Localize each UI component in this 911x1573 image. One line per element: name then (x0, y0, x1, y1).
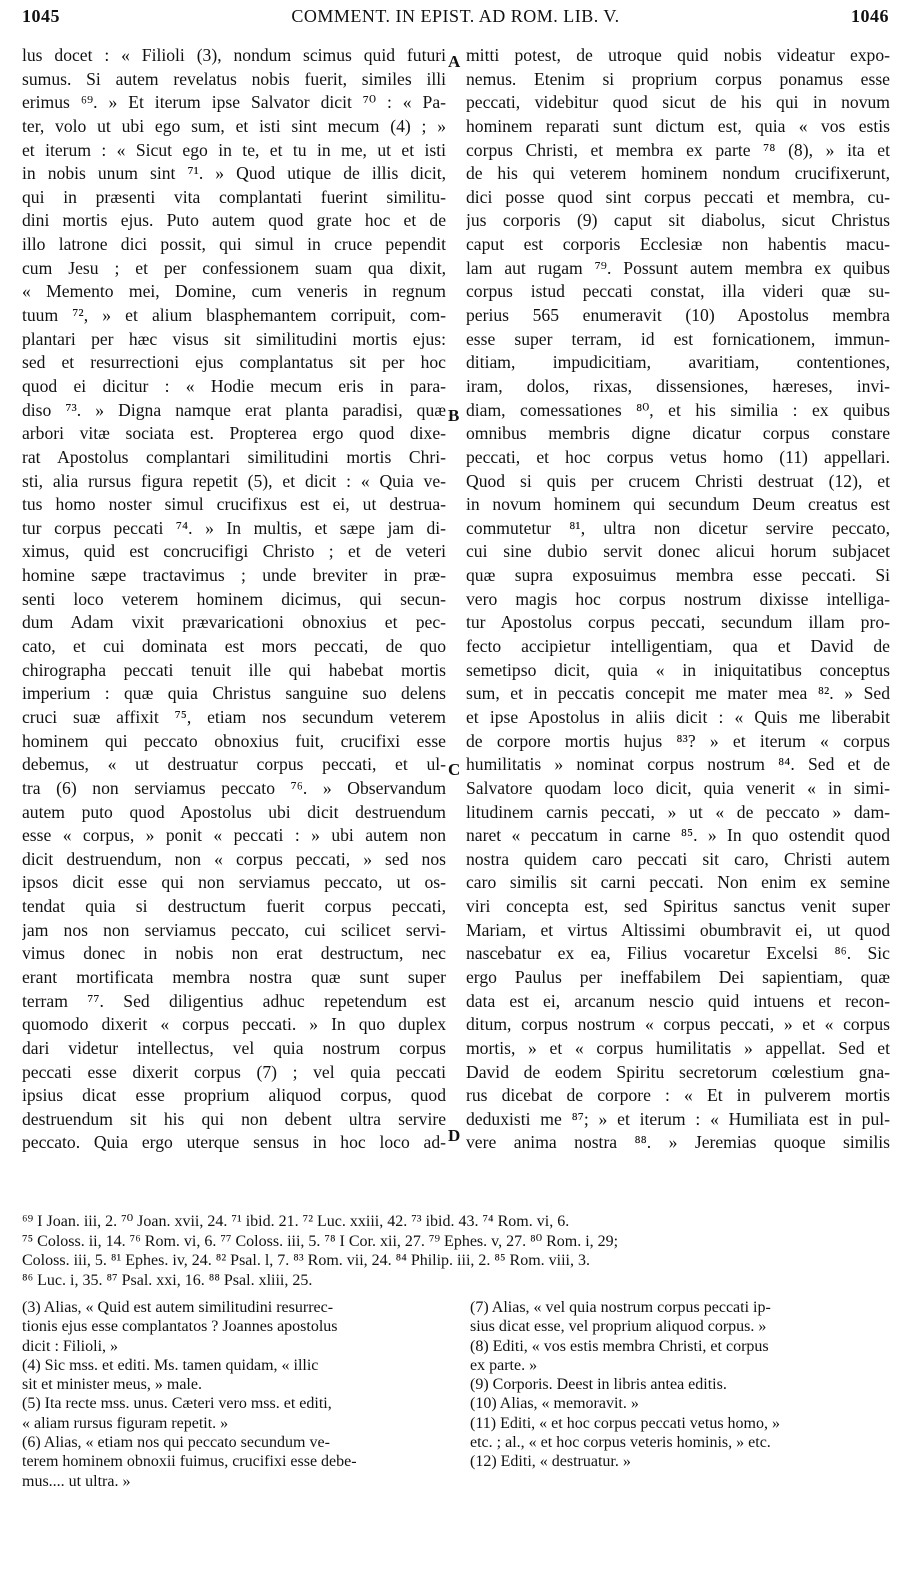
text-line: litudinem carnis peccati, » ut « de peccato » dam- (466, 801, 890, 822)
margin-marker-b: B (448, 406, 460, 425)
text-line: in nobis unum sint ⁷¹. » Quod utique de illis dicit, (22, 163, 446, 184)
text-line: qui in præsenti vita complantati fuerint similitu- (22, 186, 446, 207)
reference-line: ⁷⁵ Coloss. ii, 14. ⁷⁶ Rom. vi, 6. ⁷⁷ Coloss. iii, 5. ⁷⁸ I Cor. xii, 27. ⁷⁹ Ephes. v, 27. ⁸⁰ Rom. i, 29; (22, 1232, 619, 1250)
text-line: ipsos dicit esse qui non serviamus peccato, ut os- (22, 872, 446, 893)
text-line: cruci suæ affixit ⁷⁵, etiam nos secundum veterem (22, 706, 446, 727)
note-line: (4) Sic mss. et editi. Ms. tamen quidam, « illic (22, 1356, 319, 1374)
text-line: nascebatur ex ea, Filius vocaretur Excelsi ⁸⁶. Sic (466, 943, 890, 964)
margin-marker-d: D (448, 1126, 461, 1145)
reference-line: ⁶⁹ I Joan. iii, 2. ⁷⁰ Joan. xvii, 24. ⁷¹ ibid. 21. ⁷² Luc. xxiii, 42. ⁷³ ibid. 43. ⁷⁴ Rom. vi, 6. (22, 1213, 570, 1230)
text-line: caro similis sit carni peccati. Non enim ex semine (466, 872, 890, 893)
text-line: peccati, et hoc corpus vetus homo (11) appellari. (466, 446, 890, 467)
text-line: sum, et in peccatis concepit me mater mea ⁸². » Sed (466, 683, 890, 704)
text-line: data est ei, arcanum nescio quid intuens et recon- (466, 990, 890, 1011)
text-line: peccato. Quia ergo uterque sensus in hoc loco ad- (22, 1132, 446, 1153)
text-line: destruendum sit his qui non debent ultra servire (22, 1108, 446, 1129)
left-text-column (22, 44, 446, 1155)
text-line: ergo Paulus per ineffabilem Dei sapientiam, quæ (466, 966, 890, 987)
text-line: cum Jesu ; et per confessionem suam qua dixit, (22, 257, 446, 278)
text-line: Salvatore quodam loco dicit, quia venerit « in simi- (466, 777, 890, 798)
text-line: diso ⁷³. » Digna namque erat planta paradisi, quæ (22, 399, 446, 420)
text-line: dicit destruendum, non « corpus peccati, » sed nos (22, 848, 446, 869)
text-line: sumus. Si autem revelatus nobis fuerit, similes illi (22, 68, 446, 89)
text-line: plantari per hæc visus sit similitudini mortis ejus: (22, 328, 446, 349)
text-line: hominem reparati sunt dictum est, quia « vos estis (466, 115, 890, 136)
text-line: cato, et cui dominata est mors peccati, de quo (22, 636, 446, 657)
text-line: esse super terram, id est fornicationem, immun- (466, 328, 890, 349)
text-line: Mariam, et virtus Altissimi obumbravit ei, ut quod (466, 919, 890, 940)
text-line: mortis, » et « corpus humilitatis » appellat. Sed et (466, 1037, 890, 1058)
text-line: « Memento mei, Domine, cum veneris in regnum (22, 281, 446, 302)
page-header (22, 6, 889, 30)
text-line: commutetur ⁸¹, ultra non dicetur servire peccato, (466, 517, 890, 538)
text-line: chirographa peccati tenuit ille qui habebat mortis (22, 659, 446, 680)
text-line: dini mortis ejus. Puto autem quod grate hoc et de (22, 210, 446, 231)
text-line: nemus. Etenim si proprium corpus ponamus esse (466, 68, 890, 89)
text-line: tendat quia si destructum fuerit corpus peccati, (22, 896, 446, 917)
text-line: sed et resurrectioni ejus complantatus sit per hoc (22, 352, 446, 373)
note-line: sit et minister meus, » male. (22, 1376, 202, 1394)
text-line: ditum, corpus nostrum « corpus peccati, » et « corpus (466, 1014, 890, 1035)
text-line: ditiam, impudicitiam, avaritiam, contentiones, (466, 352, 890, 373)
text-line: terram ⁷⁷. Sed diligentius adhuc repetendum est (22, 990, 446, 1011)
scripture-references (22, 1212, 892, 1290)
text-line: peccati, videbitur quod sicut de his qui in novum (466, 92, 890, 113)
note-line: (12) Editi, « destruatur. » (470, 1453, 631, 1471)
text-line: erimus ⁶⁹. » Et iterum ipse Salvator dicit ⁷⁰ : « Pa- (22, 92, 446, 113)
text-line: David de eodem Spiritu secretorum cœlestium gna- (466, 1061, 890, 1082)
note-line: « aliam rursus figuram repetit. » (22, 1414, 229, 1432)
text-line: cui sine dubio servit donec alicui horum subjacet (466, 541, 890, 562)
text-line: ximus, quid est concrucifigi Christo ; et de veteri (22, 541, 446, 562)
note-line: (3) Alias, « Quid est autem similitudini resurrec- (22, 1299, 334, 1316)
text-line: imperium : quæ quia Christus sanguine suo delens (22, 683, 446, 704)
text-line: sti, alia rursus figura repetit (5), et dicit : « Quia ve- (22, 470, 446, 491)
note-line: (11) Editi, « et hoc corpus peccati vetus homo, » (470, 1414, 780, 1432)
text-line: perius 565 enumeravit (10) Apostolus membra (466, 305, 890, 326)
text-line: ter, volo ut ubi ego sum, et isti sint mecum (4) ; » (22, 115, 446, 136)
text-line: et iterum : « Sicut ego in te, et tu in me, ut et isti (22, 139, 446, 160)
note-line: terem hominem obnoxii fuimus, crucifixi esse debe- (22, 1453, 357, 1471)
margin-marker-c: C (448, 760, 461, 779)
reference-line: ⁸⁶ Luc. i, 35. ⁸⁷ Psal. xxi, 16. ⁸⁸ Psal. xliii, 25. (22, 1271, 313, 1289)
text-line: et ipse Apostolus in aliis dicit : « Quis me liberabit (466, 706, 890, 727)
text-line: de his qui veterem hominem nondum crucifixerunt, (466, 163, 890, 184)
text-line: Quod si quis per crucem Christi destruat (12), et (466, 470, 890, 491)
text-line: quomodo dixerit « corpus peccati. » In quo duplex (22, 1014, 446, 1035)
note-line: (6) Alias, « etiam nos qui peccato secundum ve- (22, 1434, 330, 1452)
text-line: vimus donec in nobis non erat destructum, nec (22, 943, 446, 964)
note-line: (8) Editi, « vos estis membra Christi, et corpus (470, 1337, 769, 1355)
running-title: COMMENT. IN EPIST. AD ROM. LIB. V. (291, 6, 620, 26)
text-line: illo latrone dici possit, qui simul in cruce pependit (22, 234, 446, 255)
right-text-column (466, 44, 890, 1155)
text-line: autem puto quod Apostolus ubi dicit destruendum (22, 801, 446, 822)
text-line: hominem qui peccato obnoxius fuit, crucifixi esse (22, 730, 446, 751)
text-line: tra (6) non serviamus peccato ⁷⁶. » Observandum (22, 777, 446, 798)
editorial-notes-right (470, 1298, 890, 1472)
text-line: corpus istud peccati constat, illa videri quæ su- (466, 281, 890, 302)
editorial-notes-left (22, 1298, 452, 1491)
text-line: deduxisti me ⁸⁷; » et iterum : « Humiliata est in pul- (466, 1108, 890, 1129)
text-line: rus dicebat de corpore : « Et in pulverem mortis (466, 1085, 890, 1106)
text-line: quæ supra exposuimus membra esse peccati. Si (466, 565, 890, 586)
text-line: peccati esse dixerit corpus (7) ; vel quia peccati (22, 1061, 446, 1082)
text-line: jam nos non serviamus peccato, cui scilicet servi- (22, 919, 446, 940)
note-line: sius dicat esse, vel proprium aliquod corpus. » (470, 1318, 767, 1336)
note-line: tionis ejus esse complantatos ? Joannes apostolus (22, 1318, 338, 1336)
text-line: tuum ⁷², » et alium blasphemantem corripuit, com- (22, 305, 446, 326)
text-line: naret « peccatum in carne ⁸⁵. » In quo ostendit quod (466, 825, 890, 846)
note-line: mus.... ut ultra. » (22, 1472, 131, 1490)
text-line: in novum hominem qui secundum Deum creatus est (466, 494, 890, 515)
margin-marker-a: A (448, 52, 461, 71)
text-line: esse « corpus, » ponit « peccati : » ubi autem non (22, 825, 446, 846)
text-line: rat Apostolus complantari similitudini mortis Chri- (22, 446, 446, 467)
text-line: vere anima nostra ⁸⁸. » Jeremias quoque similis (466, 1132, 890, 1153)
note-line: dicit : Filioli, » (22, 1337, 119, 1355)
text-line: tur corpus peccati ⁷⁴. » In multis, et sæpe jam di- (22, 517, 446, 538)
text-line: senti loco veterem hominem dicimus, qui secun- (22, 588, 446, 609)
text-line: tur Apostolus corpus peccati, secundum illam pro- (466, 612, 890, 633)
text-line: homine sæpe tractavimus ; unde breviter in præ- (22, 565, 446, 586)
text-line: jus corporis (9) caput sit diabolus, sicut Christus (466, 210, 890, 231)
text-line: semetipso dicit, quia « in iniquitatibus conceptus (466, 659, 890, 680)
text-line: fecto accipietur intelligentiam, qua et David de (466, 636, 890, 657)
text-line: de corpore mortis hujus ⁸³? » et iterum « corpus (466, 730, 890, 751)
text-line: viri concepta est, sed Spiritus sanctus venit super (466, 896, 890, 917)
text-line: erant mortificata membra nostra quæ sunt super (22, 966, 446, 987)
text-line: lus docet : « Filioli (3), nondum scimus quid futuri (22, 45, 446, 65)
page-number-left: 1045 (22, 6, 60, 26)
text-line: dari videtur intellectus, vel quia nostrum corpus (22, 1037, 446, 1058)
note-line: (7) Alias, « vel quia nostrum corpus peccati ip- (470, 1299, 771, 1316)
text-line: tus homo noster simul crucifixus est ei, ut destrua- (22, 494, 446, 515)
text-line: mitti potest, de utroque quid nobis videatur expo- (466, 45, 890, 65)
text-line: dum Adam vixit prævaricationi obnoxius et pec- (22, 612, 446, 633)
text-line: vero magis hoc corpus nostrum dixisse intelliga- (466, 588, 890, 609)
note-line: (10) Alias, « memoravit. » (470, 1395, 639, 1413)
note-line: ex parte. » (470, 1356, 538, 1374)
text-line: dici posse quod sint corpus peccati et membra, cu- (466, 186, 890, 207)
text-line: debemus, « ut destruatur corpus peccati, et ul- (22, 754, 446, 775)
note-line: etc. ; al., « et hoc corpus veteris hominis, » etc. (470, 1434, 771, 1452)
text-line: arbori vitæ sociata est. Propterea ergo quod dixe- (22, 423, 446, 444)
text-line: ipsius dicat esse proprium aliquod corpus, quod (22, 1085, 446, 1106)
text-line: iram, dolos, rixas, dissensiones, hæreses, invi- (466, 375, 890, 396)
text-line: humilitatis » nominat corpus nostrum ⁸⁴. Sed et de (466, 754, 890, 775)
text-line: quod ei dicitur : « Hodie mecum eris in para- (22, 375, 446, 396)
note-line: (5) Ita recte mss. unus. Cæteri vero mss. et editi, (22, 1395, 332, 1413)
text-line: lam aut rugam ⁷⁹. Possunt autem membra ex quibus (466, 257, 890, 278)
note-line: (9) Corporis. Deest in libris antea editis. (470, 1376, 727, 1394)
text-line: diam, comessationes ⁸⁰, et his similia : ex quibus (466, 399, 890, 420)
page-number-right: 1046 (851, 6, 889, 26)
text-line: corpus Christi, et membra ex parte ⁷⁸ (8), » ita et (466, 139, 890, 160)
text-line: nostra quidem caro peccati sit caro, Christi autem (466, 848, 890, 869)
text-line: caput est corporis Ecclesiæ non habentis macu- (466, 234, 890, 255)
text-line: omnibus membris digne dicatur corpus constare (466, 423, 890, 444)
reference-line: Coloss. iii, 5. ⁸¹ Ephes. iv, 24. ⁸² Psal. l, 7. ⁸³ Rom. vii, 24. ⁸⁴ Philip. iii, 2. ⁸⁵ Rom. viii, 3. (22, 1252, 590, 1269)
